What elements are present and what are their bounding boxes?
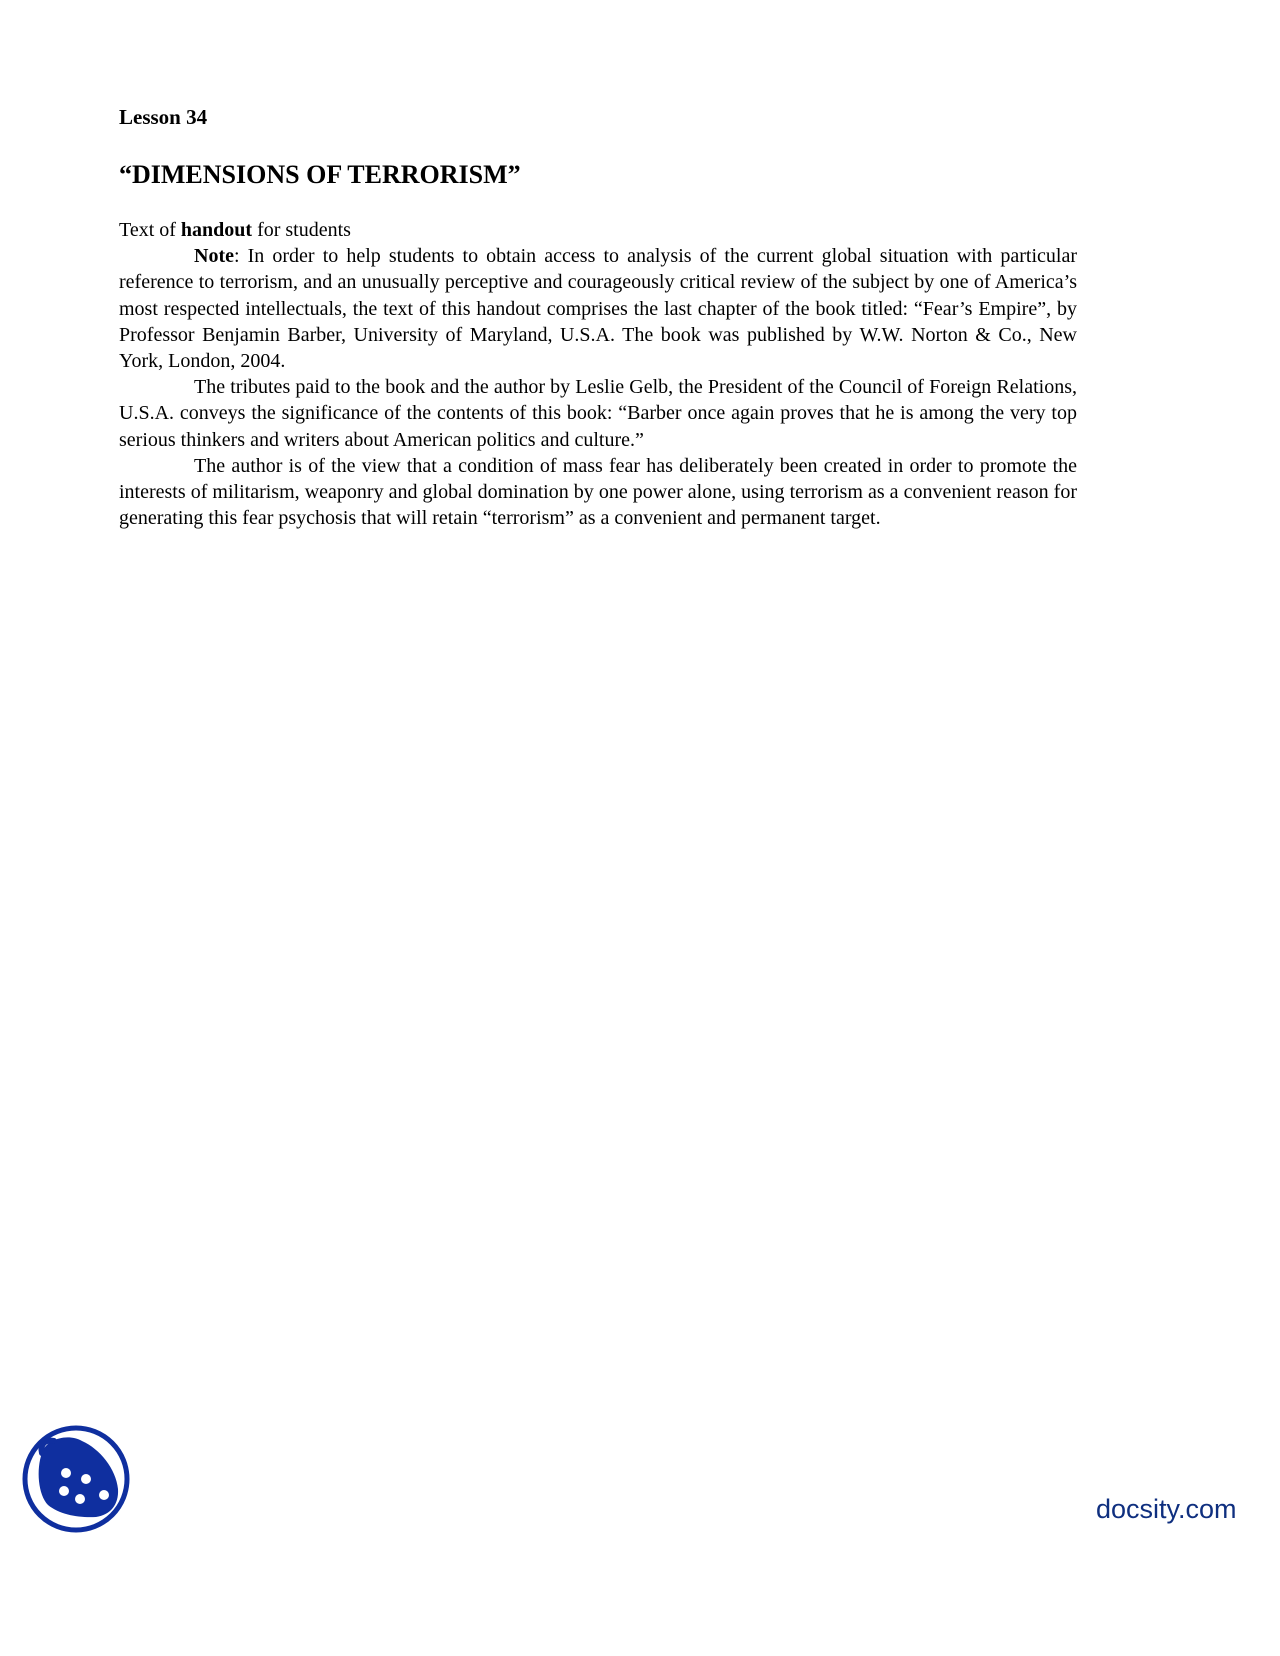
docsity-logo-icon[interactable] [20,1423,132,1535]
page-title: “DIMENSIONS OF TERRORISM” [119,160,521,189]
note-text: : In order to help students to obtain access to analysis of the current global situation with particular reference to terrorism, and an unusually perceptive and courageously critical review of the subject by one of America’s most respected intellectuals, the text of this handout comprises the last chapter of the book titled: “Fear’s Empire”, by Professor Benjamin Barber, University of Maryland, U.S.A. The book was published by W.W. Norton & Co., New York, London, 2004. [119,245,1077,373]
intro-bold-word: handout [180,219,253,241]
docsity-brand-link[interactable]: docsity.com [1096,1494,1237,1524]
note-label: Note [194,245,234,268]
handout-body [119,217,1077,531]
intro-suffix: for students [252,219,351,241]
tributes-paragraph: The tributes paid to the book and the author by Leslie Gelb, the President of the Council of Foreign Relations, U.S.A. conveys the significance of the contents of this book: “Barber once again proves that he is among the very top serious thinkers and writers about American politics and culture.” [119,376,1077,451]
note-paragraph [119,243,1077,374]
author-view-paragraph: The author is of the view that a condition of mass fear has deliberately been created in order to promote the interests of militarism, weaponry and global domination by one power alone, using terrorism as a convenient reason for generating this fear psychosis that will retain “terrorism” as a convenient and permanent target. [119,454,1077,530]
intro-line [119,217,1077,243]
intro-prefix: Text of [119,219,181,241]
lesson-number: Lesson 34 [119,105,208,129]
